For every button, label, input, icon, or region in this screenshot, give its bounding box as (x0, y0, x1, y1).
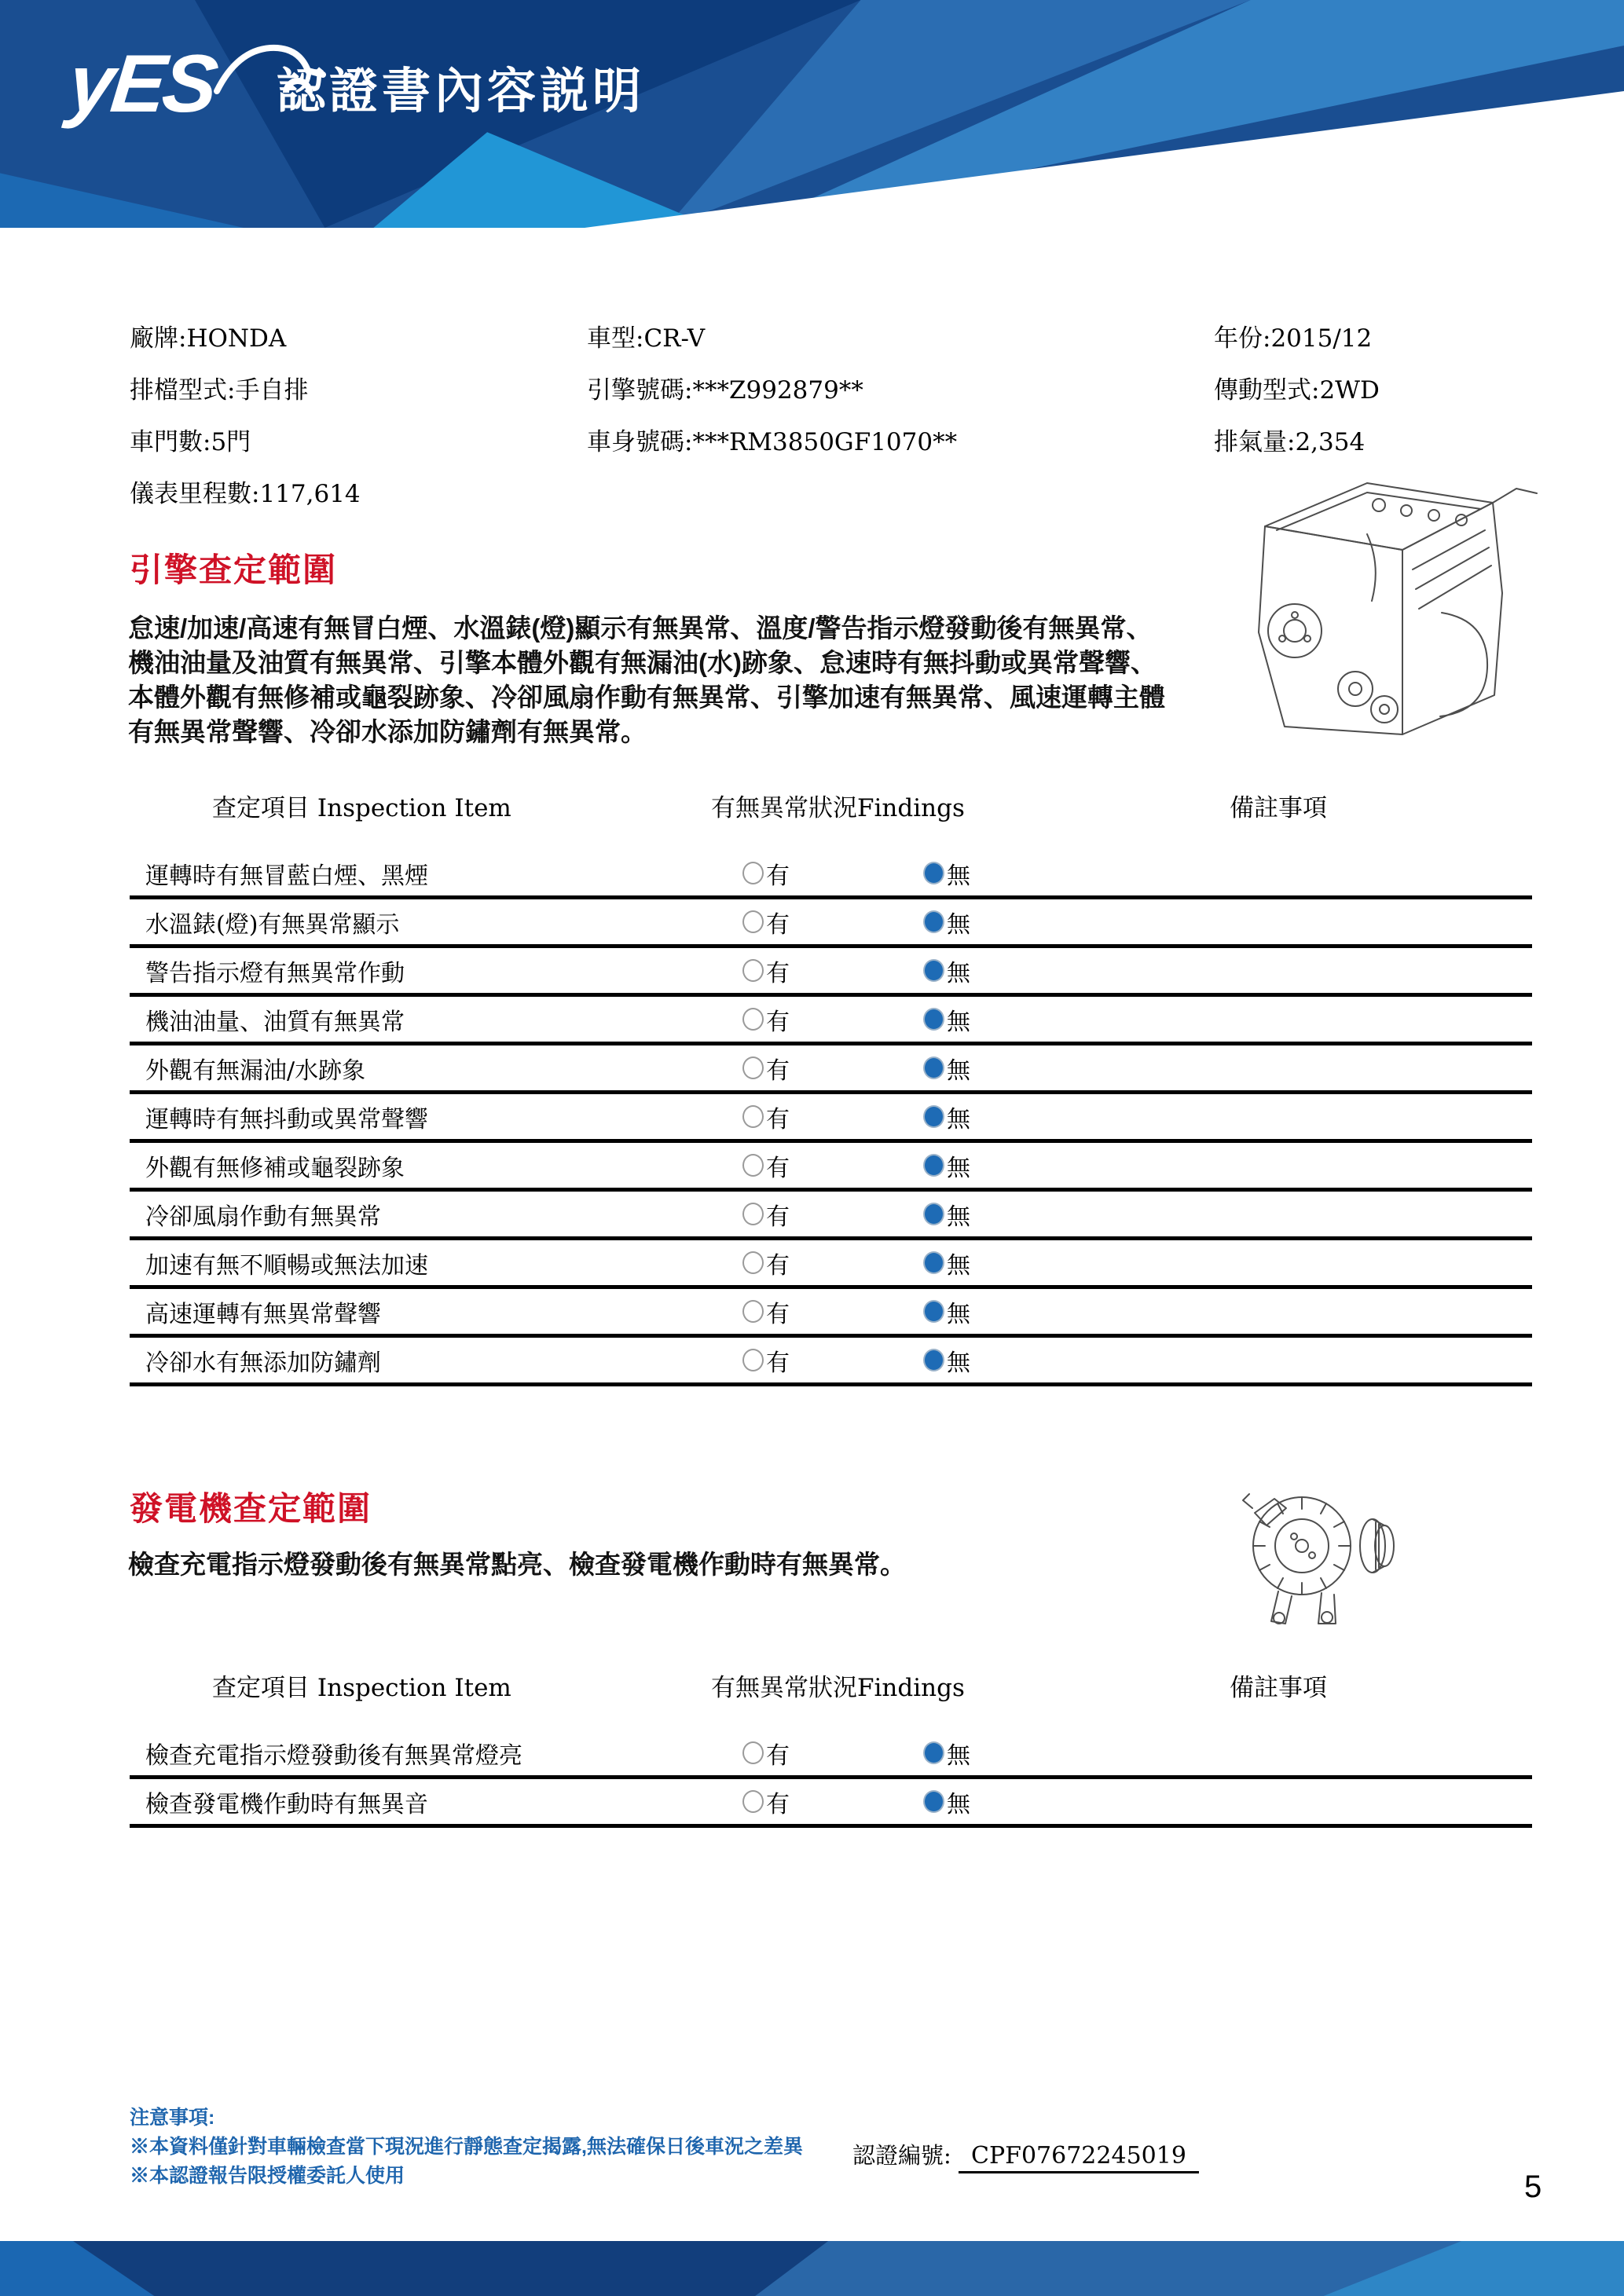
table-row (130, 1143, 1532, 1192)
finding-option-yes[interactable]: 有 (742, 1051, 790, 1086)
page-header-banner (0, 0, 1624, 228)
inspection-item-label: 警告指示燈有無異常作動 (145, 959, 405, 987)
engine-section-title: 引擎查定範圍 (130, 551, 338, 588)
table-row (130, 851, 1532, 899)
table-row (130, 1045, 1532, 1094)
finding-option-yes[interactable]: 有 (742, 1197, 790, 1232)
finding-option-no[interactable]: 無 (923, 905, 970, 939)
radio-unselected-icon[interactable] (742, 910, 764, 933)
finding-option-yes[interactable]: 有 (742, 1785, 790, 1819)
table-row (130, 1730, 1532, 1779)
radio-selected-icon[interactable] (923, 959, 944, 982)
engine-section-description (128, 611, 1165, 749)
table-row (130, 1192, 1532, 1240)
inspection-item-label: 高速運轉有無異常聲響 (145, 1300, 381, 1328)
finding-option-no[interactable]: 無 (923, 954, 970, 988)
radio-unselected-icon[interactable] (742, 1203, 764, 1225)
footer-banner (0, 2241, 1624, 2296)
table-row (130, 948, 1532, 997)
radio-selected-icon[interactable] (923, 1790, 944, 1813)
radio-unselected-icon[interactable] (742, 1251, 764, 1274)
alternator-illustration (1219, 1467, 1416, 1648)
header-inspection-item: 查定項目 Inspection Item (212, 1674, 511, 1702)
radio-selected-icon[interactable] (923, 1349, 944, 1371)
info-line: 排檔型式:手自排 (130, 376, 309, 405)
radio-selected-icon[interactable] (923, 910, 944, 933)
radio-unselected-icon[interactable] (742, 1741, 764, 1764)
radio-unselected-icon[interactable] (742, 1008, 764, 1031)
notes-title: 注意事項: (130, 2107, 215, 2129)
finding-option-no[interactable]: 無 (923, 1343, 970, 1378)
finding-option-no[interactable]: 無 (923, 1051, 970, 1086)
header-notes: 備註事項 (1230, 1674, 1327, 1702)
inspection-item-label: 檢查發電機作動時有無異音 (145, 1790, 428, 1818)
finding-option-yes[interactable]: 有 (742, 1294, 790, 1329)
page-number: 5 (1524, 2170, 1542, 2204)
generator-section-title: 發電機查定範圍 (130, 1490, 372, 1527)
cert-number-value: CPF07672245019 (959, 2142, 1199, 2173)
radio-selected-icon[interactable] (923, 1203, 944, 1225)
table-row (130, 1289, 1532, 1338)
radio-selected-icon[interactable] (923, 1154, 944, 1177)
table-row (130, 1338, 1532, 1386)
inspection-item-label: 機油油量、油質有無異常 (145, 1008, 405, 1036)
info-line: 儀表里程數:117,614 (130, 480, 361, 508)
inspection-item-label: 加速有無不順暢或無法加速 (145, 1251, 428, 1280)
table-row (130, 1240, 1532, 1289)
radio-unselected-icon[interactable] (742, 1790, 764, 1813)
vehicle-info-column-1 (130, 313, 361, 520)
finding-option-yes[interactable]: 有 (742, 1736, 790, 1771)
info-line: 車型:CR-V (587, 324, 706, 353)
desc-line: 機油油量及油質有無異常、引擎本體外觀有無漏油(水)跡象、怠速時有無抖動或異常聲響、 (128, 648, 1157, 677)
radio-selected-icon[interactable] (923, 1105, 944, 1128)
inspection-item-label: 冷卻水有無添加防鏽劑 (145, 1349, 381, 1377)
finding-option-yes[interactable]: 有 (742, 1343, 790, 1378)
radio-selected-icon[interactable] (923, 1008, 944, 1031)
finding-option-no[interactable]: 無 (923, 1736, 970, 1771)
info-line: 廠牌:HONDA (130, 324, 287, 353)
radio-unselected-icon[interactable] (742, 1349, 764, 1371)
generator-section-description (128, 1547, 906, 1582)
note-line: ※本資料僅針對車輛檢查當下現況進行靜態查定揭露,無法確保日後車況之差異 (130, 2136, 803, 2158)
finding-option-no[interactable]: 無 (923, 1100, 970, 1134)
desc-line: 怠速/加速/高速有無冒白煙、水溫錶(燈)顯示有無異常、溫度/警告指示燈發動後有無異常、 (128, 613, 1153, 643)
certification-number (852, 2138, 1199, 2170)
finding-option-no[interactable]: 無 (923, 1002, 970, 1037)
radio-selected-icon[interactable] (923, 862, 944, 884)
yes-logo: yES (64, 38, 219, 130)
inspection-item-label: 外觀有無修補或龜裂跡象 (145, 1154, 405, 1182)
info-line: 排氣量:2,354 (1214, 428, 1366, 456)
info-line: 車門數:5門 (130, 428, 251, 456)
finding-option-yes[interactable]: 有 (742, 856, 790, 891)
note-line: ※本認證報告限授權委託人使用 (130, 2165, 405, 2187)
radio-unselected-icon[interactable] (742, 1056, 764, 1079)
radio-unselected-icon[interactable] (742, 1300, 764, 1323)
radio-selected-icon[interactable] (923, 1741, 944, 1764)
info-line: 車身號碼:***RM3850GF1070** (587, 428, 958, 456)
finding-option-no[interactable]: 無 (923, 856, 970, 891)
cert-label: 認證編號: (852, 2142, 951, 2169)
header-findings: 有無異常狀況Findings (711, 794, 965, 822)
page-title: 認證書內容説明 (277, 64, 646, 119)
inspection-item-label: 運轉時有無冒藍白煙、黑煙 (145, 862, 428, 890)
radio-unselected-icon[interactable] (742, 1154, 764, 1177)
radio-unselected-icon[interactable] (742, 862, 764, 884)
vehicle-info-column-2 (587, 313, 957, 468)
finding-option-no[interactable]: 無 (923, 1294, 970, 1329)
table-row (130, 1094, 1532, 1143)
finding-option-yes[interactable]: 有 (742, 1148, 790, 1183)
finding-option-no[interactable]: 無 (923, 1197, 970, 1232)
table-row (130, 899, 1532, 948)
info-line: 傳動型式:2WD (1214, 376, 1380, 405)
generator-inspection-table (130, 1661, 1532, 1828)
inspection-item-label: 外觀有無漏油/水跡象 (145, 1056, 366, 1085)
header-notes: 備註事項 (1230, 794, 1327, 822)
finding-option-no[interactable]: 無 (923, 1148, 970, 1183)
finding-option-yes[interactable]: 有 (742, 1002, 790, 1037)
inspection-item-label: 檢查充電指示燈發動後有無異常燈亮 (145, 1741, 522, 1770)
radio-unselected-icon[interactable] (742, 1105, 764, 1128)
table-header-row (130, 782, 1532, 851)
table-header-row (130, 1661, 1532, 1730)
desc-line: 有無異常聲響、冷卻水添加防鏽劑有無異常。 (128, 717, 647, 746)
engine-illustration (1210, 436, 1548, 746)
footer-notes (130, 2104, 803, 2191)
finding-option-yes[interactable]: 有 (742, 954, 790, 988)
radio-selected-icon[interactable] (923, 1300, 944, 1323)
table-row (130, 1779, 1532, 1828)
engine-inspection-table (130, 782, 1532, 1386)
finding-option-yes[interactable]: 有 (742, 905, 790, 939)
inspection-item-label: 運轉時有無抖動或異常聲響 (145, 1105, 428, 1133)
finding-option-yes[interactable]: 有 (742, 1246, 790, 1280)
finding-option-no[interactable]: 無 (923, 1785, 970, 1819)
info-line: 年份:2015/12 (1214, 324, 1373, 353)
table-row (130, 997, 1532, 1045)
info-line: 引擎號碼:***Z992879** (587, 376, 863, 405)
finding-option-yes[interactable]: 有 (742, 1100, 790, 1134)
radio-unselected-icon[interactable] (742, 959, 764, 982)
header-inspection-item: 查定項目 Inspection Item (212, 794, 511, 822)
radio-selected-icon[interactable] (923, 1251, 944, 1274)
inspection-item-label: 冷卻風扇作動有無異常 (145, 1203, 381, 1231)
radio-selected-icon[interactable] (923, 1056, 944, 1079)
inspection-item-label: 水溫錶(燈)有無異常顯示 (145, 910, 400, 939)
header-findings: 有無異常狀況Findings (711, 1674, 965, 1702)
desc-line: 本體外觀有無修補或龜裂跡象、冷卻風扇作動有無異常、引擎加速有無異常、風速運轉主體 (128, 683, 1165, 712)
finding-option-no[interactable]: 無 (923, 1246, 970, 1280)
desc-line: 檢查充電指示燈發動後有無異常點亮、檢查發電機作動時有無異常。 (128, 1550, 906, 1579)
